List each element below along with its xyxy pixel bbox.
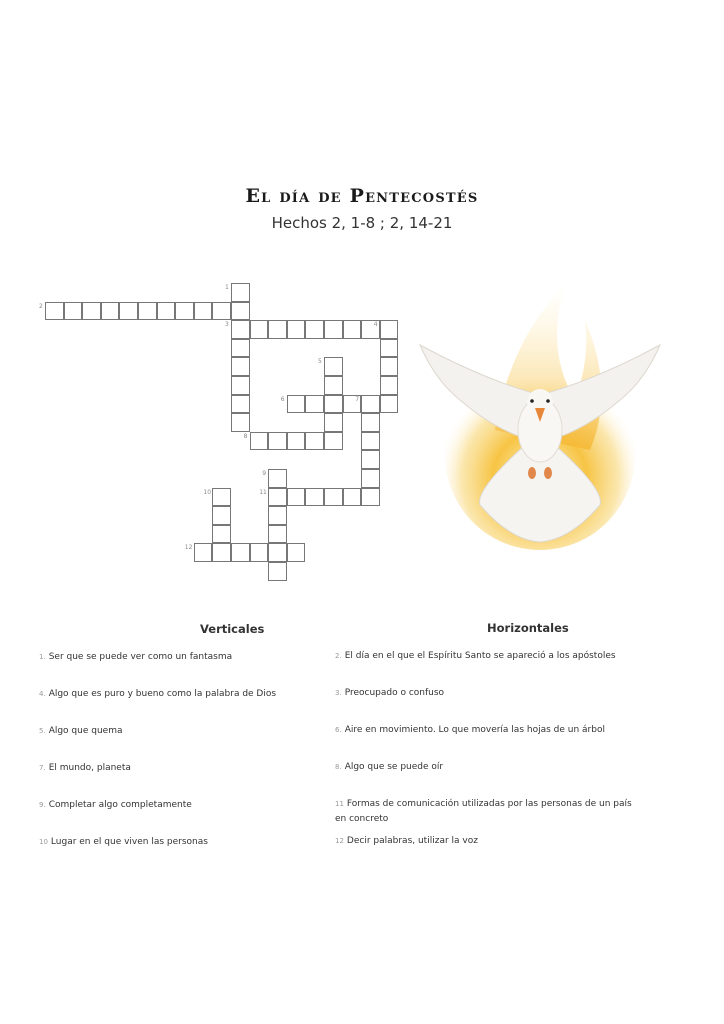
crossword-cell[interactable] bbox=[212, 525, 231, 544]
clue-text: Algo que quema bbox=[48, 726, 123, 736]
clue-text: Algo que se puede oír bbox=[344, 762, 444, 772]
crossword-cell[interactable] bbox=[231, 543, 250, 562]
crossword-cell[interactable] bbox=[324, 320, 343, 339]
crossword-cell[interactable] bbox=[305, 432, 324, 451]
clue-number: 5. bbox=[39, 727, 46, 735]
crossword-cell[interactable] bbox=[119, 302, 138, 321]
crossword-cell[interactable] bbox=[287, 543, 306, 562]
crossword-cell[interactable] bbox=[380, 376, 399, 395]
clue-text: El mundo, planeta bbox=[48, 763, 131, 773]
crossword-cell[interactable] bbox=[324, 432, 343, 451]
crossword-cell[interactable] bbox=[138, 302, 157, 321]
clue-item bbox=[335, 723, 635, 738]
crossword-cell[interactable] bbox=[361, 450, 380, 469]
clue-number-label: 7 bbox=[355, 395, 360, 403]
crossword-cell[interactable] bbox=[194, 302, 213, 321]
crossword-cell[interactable] bbox=[380, 357, 399, 376]
crossword-cell[interactable] bbox=[380, 395, 399, 414]
crossword-cell[interactable] bbox=[361, 469, 380, 488]
crossword-cell[interactable] bbox=[268, 488, 287, 507]
crossword-cell[interactable] bbox=[380, 339, 399, 358]
clue-number-label: 2 bbox=[39, 302, 43, 310]
crossword-cell[interactable] bbox=[250, 432, 269, 451]
clue-number: 2. bbox=[335, 652, 342, 660]
clue-number: 6. bbox=[335, 726, 342, 734]
crossword-cell[interactable] bbox=[231, 376, 250, 395]
clue-number-label: 4 bbox=[373, 321, 378, 329]
crossword-cell[interactable] bbox=[212, 302, 231, 321]
crossword-cell[interactable] bbox=[231, 302, 250, 321]
clue-number-label: 10 bbox=[203, 488, 212, 496]
clue-item bbox=[335, 649, 635, 664]
clue-number-label: 1 bbox=[225, 284, 229, 291]
crossword-cell[interactable] bbox=[157, 302, 176, 321]
crossword-cell[interactable] bbox=[305, 488, 324, 507]
clue-number: 1. bbox=[39, 653, 46, 661]
crossword-cell[interactable] bbox=[380, 320, 399, 339]
clue-item bbox=[39, 650, 339, 665]
clue-item bbox=[335, 760, 635, 775]
clue-item bbox=[335, 686, 635, 701]
crossword-cell[interactable] bbox=[361, 488, 380, 507]
clue-text: El día en el que el Espíritu Santo se apareció a los apóstoles bbox=[344, 651, 616, 661]
clue-text: Lugar en el que viven las personas bbox=[50, 837, 208, 847]
clue-text: Formas de comunicación utilizadas por las personas de un país en concreto bbox=[335, 799, 632, 824]
clue-text: Preocupado o confuso bbox=[344, 688, 445, 698]
crossword-cell[interactable] bbox=[305, 395, 324, 414]
clue-item bbox=[39, 724, 339, 739]
verticales-heading: Verticales bbox=[200, 622, 265, 636]
crossword-cell[interactable] bbox=[324, 357, 343, 376]
crossword-cell[interactable] bbox=[250, 543, 269, 562]
crossword-cell[interactable] bbox=[268, 432, 287, 451]
clue-number: 7. bbox=[39, 764, 46, 772]
clue-number-label: 8 bbox=[243, 432, 248, 440]
clue-text: Decir palabras, utilizar la voz bbox=[346, 836, 478, 846]
clue-item bbox=[335, 797, 635, 827]
clue-text: Algo que es puro y bueno como la palabra de Dios bbox=[48, 689, 277, 699]
crossword-cell[interactable] bbox=[250, 320, 269, 339]
crossword-cell[interactable] bbox=[231, 357, 250, 376]
crossword-cell[interactable] bbox=[194, 543, 213, 562]
clue-number-label: 9 bbox=[262, 470, 267, 477]
crossword-cell[interactable] bbox=[268, 506, 287, 525]
page-title: El día de Pentecostés bbox=[245, 185, 479, 207]
crossword-cell[interactable] bbox=[231, 395, 250, 414]
clue-number: 10 bbox=[39, 838, 48, 846]
crossword-cell[interactable] bbox=[212, 543, 231, 562]
clue-number-label: 3 bbox=[225, 321, 229, 329]
crossword-cell[interactable] bbox=[324, 488, 343, 507]
crossword-cell[interactable] bbox=[324, 413, 343, 432]
crossword-cell[interactable] bbox=[287, 432, 306, 451]
clue-number-label: 6 bbox=[280, 395, 285, 403]
crossword-cell[interactable] bbox=[231, 320, 250, 339]
crossword-cell[interactable] bbox=[324, 376, 343, 395]
crossword-cell[interactable] bbox=[82, 302, 101, 321]
crossword-cell[interactable] bbox=[231, 413, 250, 432]
crossword-cell[interactable] bbox=[287, 488, 306, 507]
clue-item bbox=[39, 835, 339, 850]
clue-number-label: 5 bbox=[318, 358, 322, 366]
clue-number-label: 12 bbox=[184, 544, 193, 552]
crossword-cell[interactable] bbox=[268, 525, 287, 544]
clue-text: Completar algo completamente bbox=[48, 800, 192, 810]
crossword-cell[interactable] bbox=[305, 320, 324, 339]
clue-number: 11 bbox=[335, 800, 344, 808]
clue-number: 12 bbox=[335, 837, 344, 845]
clue-number: 8. bbox=[335, 763, 342, 771]
clue-text: Aire en movimiento. Lo que movería las hojas de un árbol bbox=[344, 725, 605, 735]
clue-number: 9. bbox=[39, 801, 46, 809]
crossword-cell[interactable] bbox=[343, 320, 362, 339]
crossword-cell[interactable] bbox=[343, 488, 362, 507]
crossword-cell[interactable] bbox=[268, 320, 287, 339]
clue-item bbox=[335, 834, 635, 849]
clue-item bbox=[39, 798, 339, 813]
crossword-cell[interactable] bbox=[361, 432, 380, 451]
crossword-cell[interactable] bbox=[268, 469, 287, 488]
crossword-cell[interactable] bbox=[101, 302, 120, 321]
clue-item bbox=[39, 761, 339, 776]
dove-with-flames-icon bbox=[415, 280, 665, 550]
crossword-cell[interactable] bbox=[361, 413, 380, 432]
crossword-cell[interactable] bbox=[287, 320, 306, 339]
crossword-cell[interactable] bbox=[175, 302, 194, 321]
crossword-cell[interactable] bbox=[212, 488, 231, 507]
clue-number: 3. bbox=[335, 689, 342, 697]
crossword-cell[interactable] bbox=[64, 302, 83, 321]
crossword-cell[interactable] bbox=[268, 562, 287, 581]
crossword-cell[interactable] bbox=[212, 506, 231, 525]
clue-item bbox=[39, 687, 339, 702]
clue-text: Ser que se puede ver como un fantasma bbox=[48, 652, 233, 662]
crossword-cell[interactable] bbox=[268, 543, 287, 562]
page-subtitle: Hechos 2, 1-8 ; 2, 14-21 bbox=[271, 214, 453, 232]
crossword-cell[interactable] bbox=[361, 395, 380, 414]
clue-number: 4. bbox=[39, 690, 46, 698]
crossword-cell[interactable] bbox=[231, 339, 250, 358]
crossword-cell[interactable] bbox=[287, 395, 306, 414]
clue-number-label: 11 bbox=[259, 488, 267, 496]
horizontales-heading: Horizontales bbox=[487, 621, 569, 635]
crossword-cell[interactable] bbox=[45, 302, 64, 321]
crossword-cell[interactable] bbox=[231, 283, 250, 302]
crossword-cell[interactable] bbox=[324, 395, 343, 414]
